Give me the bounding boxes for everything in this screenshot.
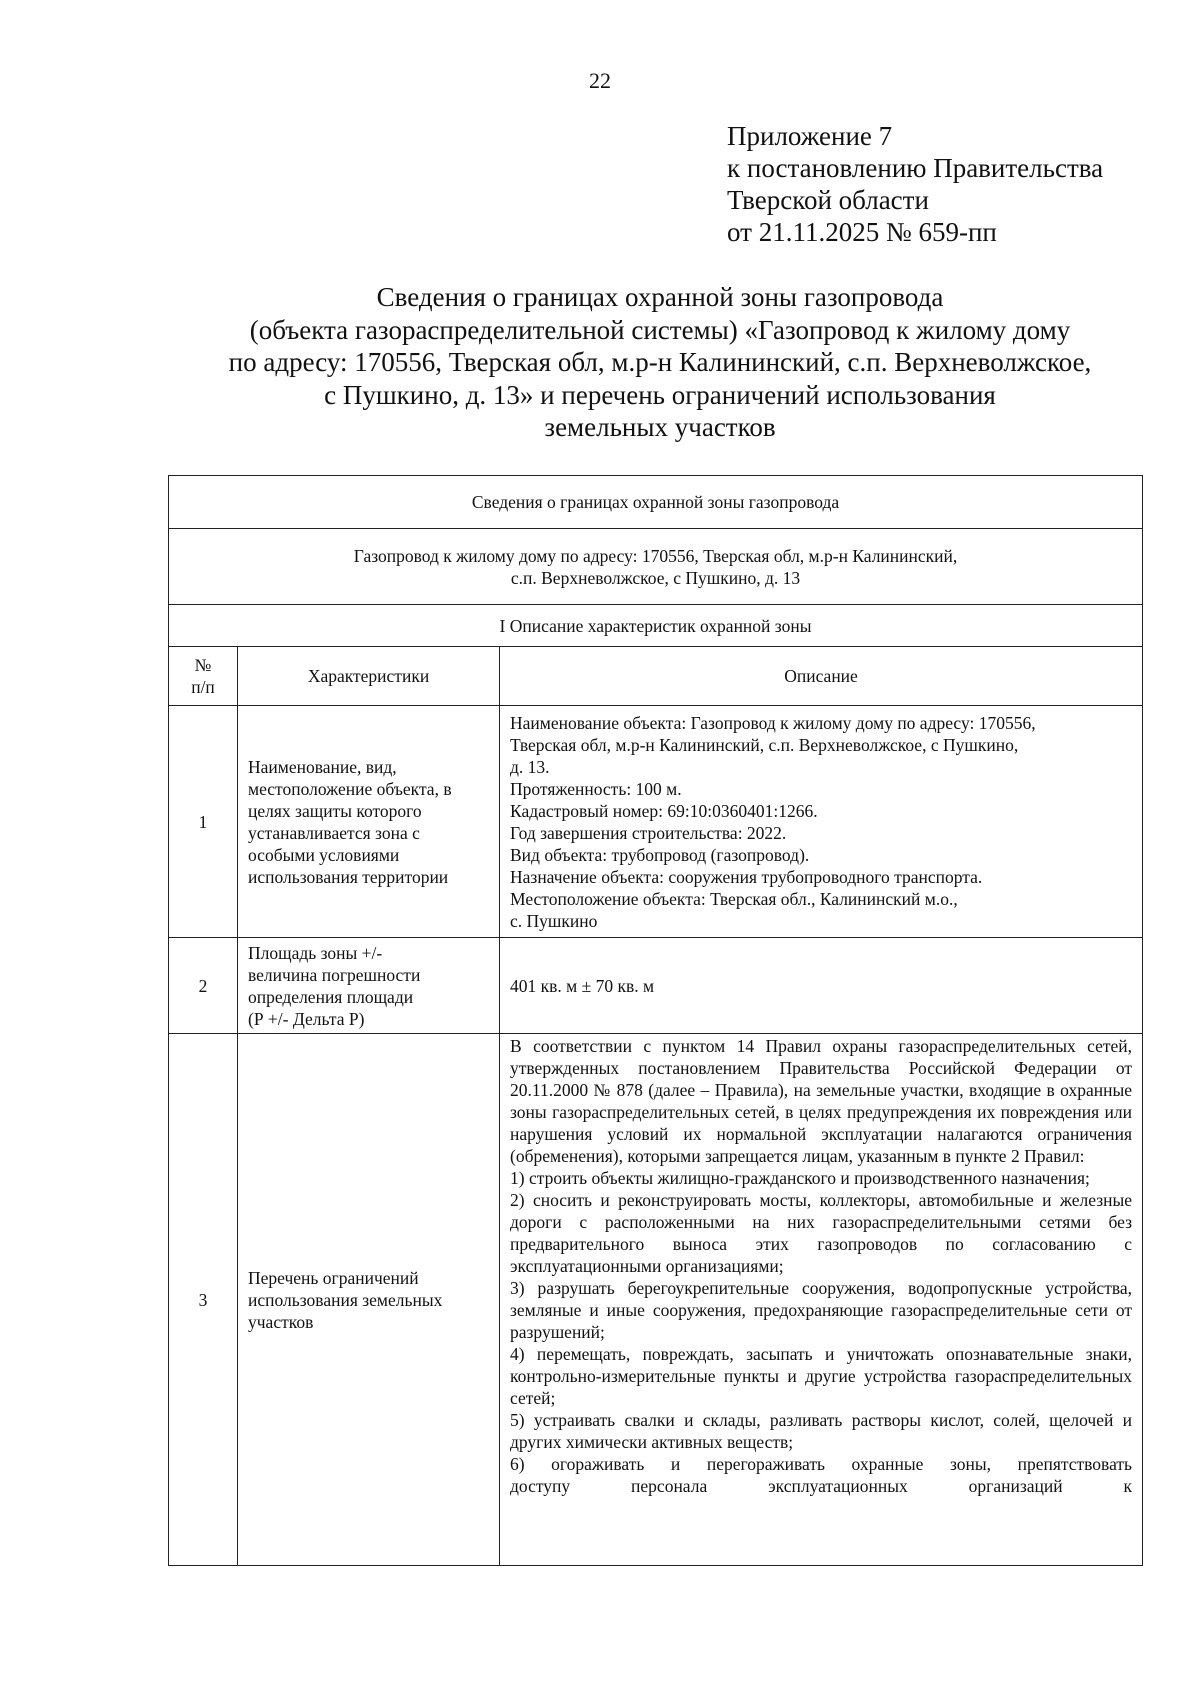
appendix-line: Приложение 7 — [727, 121, 893, 151]
header-text: п/п — [191, 677, 215, 697]
characteristic-line: величина погрешности — [248, 964, 421, 985]
description-line: Тверская обл, м.р-н Калининский, с.п. Верхневолжское, с Пушкино, — [510, 734, 1019, 755]
characteristic-line: Площадь зоны +/- — [248, 942, 383, 963]
row-number-cell: 2 — [169, 938, 238, 1034]
description-line: с. Пушкино — [510, 910, 598, 931]
table-row — [169, 476, 1143, 529]
appendix-line: к постановлению Правительства — [727, 153, 1104, 183]
object-name-line: с.п. Верхневолжское, с Пушкино, д. 13 — [510, 567, 801, 588]
page-number: 22 — [589, 68, 611, 93]
table-row — [169, 706, 1143, 938]
characteristic-cell: Перечень ограничений использования земельных участков — [238, 1034, 500, 1566]
description-line: д. 13. — [510, 756, 550, 777]
restrictions-intro: В соответствии с пунктом 14 Правил охраны газораспределительных сетей, утвержденных постановлением Правительства Российской Федерации от 20.11.2000 № 878 (далее – Правила), на земельные участки, входящие в охранные зоны газораспределительных сетей, в целях предупреждения их повреждения или нарушения условий их нормальной эксплуатации налагаются ограничения (обременения), которыми запрещается лицам, указанным в пункте 2 Правил: — [510, 1035, 1133, 1166]
part-title-cell: I Описание характеристик охранной зоны — [169, 605, 1143, 647]
restriction-item: 2) сносить и реконструировать мосты, коллекторы, автомобильные и железные дороги с расположенными на них газораспределительными сетями без предварительного выноса этих газопроводов по согласованию с эксплуатационными организациями; — [510, 1189, 1133, 1276]
appendix-line: Тверской области — [727, 185, 929, 215]
zone-info-table — [168, 475, 1143, 1566]
appendix-line: от 21.11.2025 № 659-пп — [727, 217, 997, 247]
restriction-item: 1) строить объекты жилищно-гражданского и производственного назначения; — [510, 1167, 1090, 1188]
restriction-item: 4) перемещать, повреждать, засыпать и уничтожать опознавательные знаки, контрольно-измерительные пункты и другие устройства газораспределительных сетей; — [510, 1343, 1133, 1408]
title-line: (объекта газораспределительной системы) «Газопровод к жилому дому — [249, 314, 1071, 345]
characteristic-cell — [238, 938, 500, 1034]
description-line: Местоположение объекта: Тверская обл., Калининский м.о., — [510, 888, 958, 909]
description-cell — [500, 706, 1143, 938]
restriction-item: 3) разрушать берегоукрепительные сооружения, водопропускные устройства, земляные и иные сооружения, предохраняющие газораспределительные сети от разрушений; — [510, 1277, 1133, 1342]
description-line: Год завершения строительства: 2022. — [510, 822, 787, 843]
table-row — [169, 1034, 1143, 1566]
title-line: с Пушкино, д. 13» и перечень ограничений использования — [324, 379, 996, 410]
characteristic-cell: Наименование, вид, местоположение объекта, в целях защиты которого устанавливается зона с особыми условиями использования территории — [238, 706, 500, 938]
document-title — [170, 281, 1150, 444]
column-header-characteristic: Характеристики — [238, 647, 500, 706]
restriction-item-continued: доступу персонала эксплуатационных организаций к — [510, 1475, 1133, 1496]
section-title-cell: Сведения о границах охранной зоны газопровода — [169, 476, 1143, 529]
description-line: Наименование объекта: Газопровод к жилому дому по адресу: 170556, — [510, 712, 1036, 733]
title-line: по адресу: 170556, Тверская обл, м.р-н Калининский, с.п. Верхневолжское, — [228, 347, 1092, 377]
restriction-item: 5) устраивать свалки и склады, разливать растворы кислот, солей, щелочей и других химически активных веществ; — [510, 1409, 1133, 1452]
column-header-number — [169, 647, 238, 706]
description-cell: 401 кв. м ± 70 кв. м — [500, 938, 1143, 1034]
row-number-cell: 3 — [169, 1034, 238, 1566]
description-line: Назначение объекта: сооружения трубопроводного транспорта. — [510, 866, 983, 887]
description-line: Протяженность: 100 м. — [510, 778, 682, 799]
header-text: № — [194, 655, 212, 675]
description-cell — [500, 1034, 1143, 1566]
characteristic-line: (Р +/- Дельта Р) — [248, 1008, 365, 1029]
row-number-cell: 1 — [169, 706, 238, 938]
title-line: земельных участков — [544, 412, 776, 442]
column-header-description: Описание — [500, 647, 1143, 706]
table-header-row — [169, 647, 1143, 706]
object-name-line: Газопровод к жилому дому по адресу: 170556, Тверская обл, м.р-н Калининский, — [353, 545, 958, 566]
characteristic-line: определения площади — [248, 986, 414, 1007]
object-name-cell — [169, 529, 1143, 605]
table-row — [169, 529, 1143, 605]
description-line: Вид объекта: трубопровод (газопровод). — [510, 844, 810, 865]
appendix-block — [727, 120, 1103, 248]
restriction-item: 6) огораживать и перегораживать охранные зоны, препятствовать — [510, 1453, 1133, 1474]
description-line: Кадастровый номер: 69:10:0360401:1266. — [510, 800, 818, 821]
table-row — [169, 938, 1143, 1034]
table-row — [169, 605, 1143, 647]
title-line: Сведения о границах охранной зоны газопровода — [376, 282, 944, 312]
